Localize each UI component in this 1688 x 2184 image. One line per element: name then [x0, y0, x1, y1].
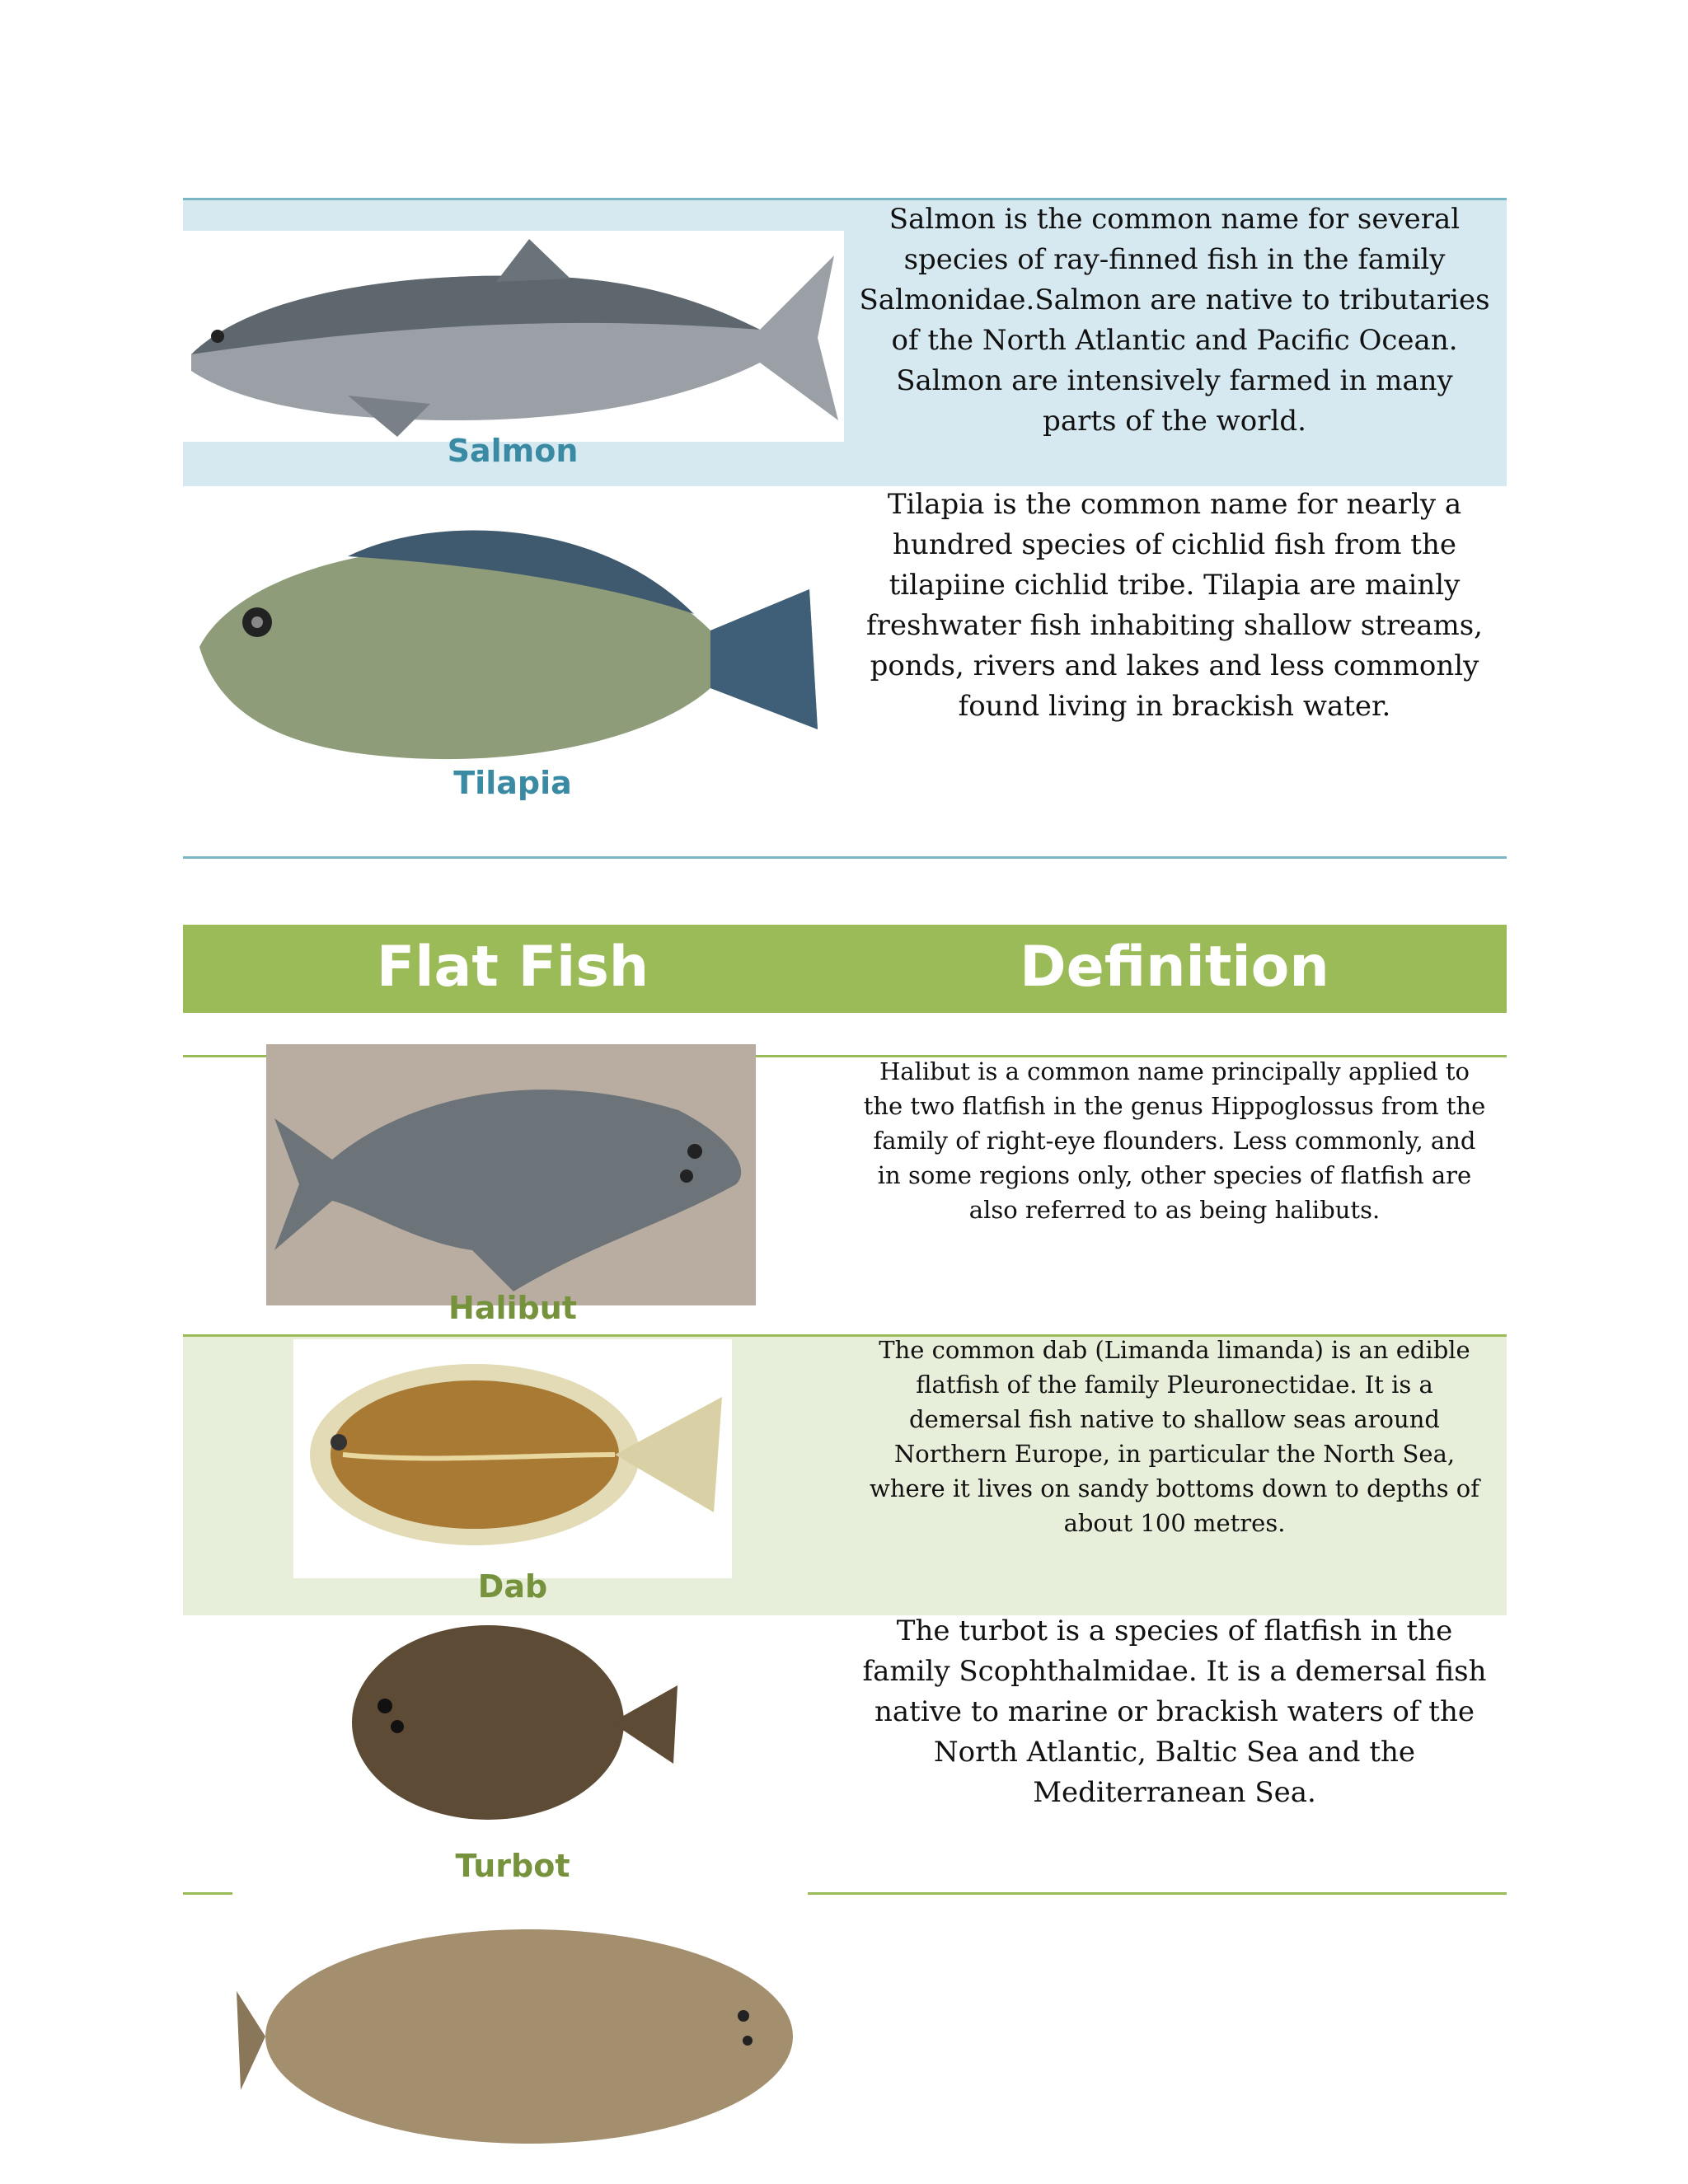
halibut-label: Halibut: [448, 1290, 577, 1326]
sole-photo: [232, 1892, 808, 2161]
turbot-description: The turbot is a species of flatfish in the family Scophthalmidae. It is a demersal fish native to marine or brackish waters of the North Atlantic, Baltic Sea and the Mediterranean Sea.: [862, 1615, 1487, 1809]
halibut-photo: [266, 1044, 756, 1305]
turbot-photo: [340, 1619, 682, 1830]
dab-label: Dab: [477, 1568, 548, 1605]
header-rule-1: [183, 1010, 1507, 1013]
tilapia-label: Tilapia: [453, 765, 572, 801]
salmon-photo: [183, 231, 844, 442]
turbot-label: Turbot: [455, 1848, 570, 1884]
tilapia-description: Tilapia is the common name for nearly a hundred species of cichlid fish from the tilapiine cichlid tribe. Tilapia are mainly freshwater fish inhabiting shallow streams, ponds, rivers and lakes and less commonly found living in brackish water.: [866, 488, 1483, 723]
table-bottom-rule: [183, 856, 1507, 859]
dab-photo: [293, 1339, 732, 1578]
flat-fish-table-header: [183, 925, 1507, 1010]
halibut-description: Halibut is a common name principally applied to the two flatfish in the genus Hippoglossus from the family of right-eye flounders. Less commonly, and in some regions only, other species of flatfish are also referred to as being halibuts.: [863, 1057, 1486, 1224]
header-definition: Definition: [1020, 935, 1329, 1000]
tilapia-photo: [183, 507, 826, 783]
header-flat-fish: Flat Fish: [376, 935, 649, 1000]
salmon-description: Salmon is the common name for several species of ray-finned fish in the family Salmonidae.Salmon are native to tributaries of the North Atlantic and Pacific Ocean. Salmon are intensively farmed in many parts of the world.: [859, 203, 1490, 438]
dab-description: The common dab (Limanda limanda) is an edible flatfish of the family Pleuronectidae. It is a demersal fish native to shallow seas around Northern Europe, in particular the North Sea, where it lives on sandy bottoms down to depths of about 100 metres.: [870, 1336, 1479, 1537]
salmon-label: Salmon: [447, 433, 579, 469]
